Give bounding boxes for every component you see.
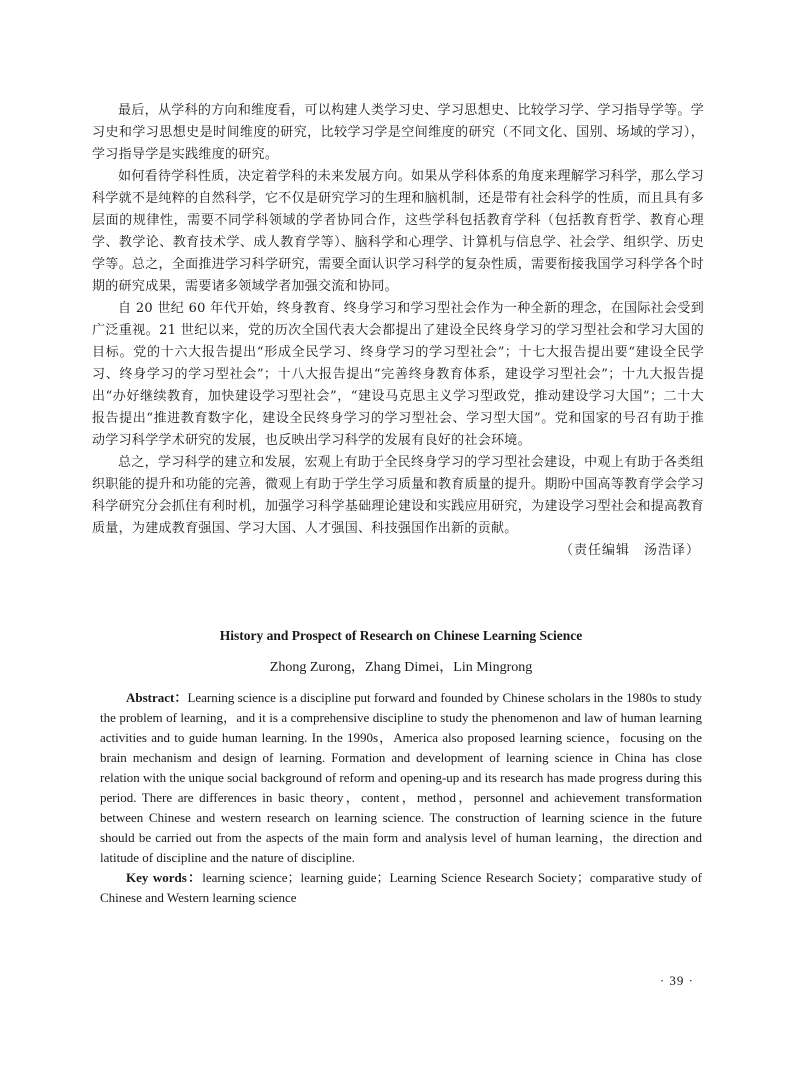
keywords-paragraph <box>100 868 702 908</box>
abstract-text: Learning science is a discipline put forward and founded by Chinese scholars in the 1980s to study the problem of learning，and it is a comprehensive discipline to study the phenomenon and law of human learning activities and to guide human learning. In the 1990s，America also proposed learning science，focusing on the brain mechanism and design of learning. Formation and development of learning science in China has close relation with the unique social background of reform and opening-up and its research has made progress during this period. There are differences in basic theory，content，method，personnel and achievement transformation between Chinese and western research on learning science. The construction of learning science in the future should be carried out from the aspects of the main form and analysis level of human learning，the direction and latitude of discipline and the nature of discipline. <box>100 690 702 865</box>
body-paragraph: 如何看待学科性质，决定着学科的未来发展方向。如果从学科体系的角度来理解学习科学，那么学习科学就不是纯粹的自然科学，它不仅是研究学习的生理和脑机制，还是带有社会科学的性质，而且具有多层面的规律性，需要不同学科领域的学者协同合作，这些学科包括教育学科（包括教育哲学、教育心理学、教学论、教育技术学、成人教育学等）、脑科学和心理学、计算机与信息学、社会学、组织学、历史学等。总之，全面推进学习科学研究，需要全面认识学习科学的复杂性质，需要衔接我国学习科学各个时期的研究成果，需要诸多领域学者加强交流和协同。 <box>92 169 704 294</box>
english-abstract-section <box>100 628 702 908</box>
english-authors: Zhong Zurong，Zhang Dimei，Lin Mingrong <box>269 660 533 675</box>
abstract-paragraph <box>100 688 702 868</box>
abstract-label: Abstract： <box>126 690 188 705</box>
keywords-text: learning science；learning guide；Learning Science Research Society；comparative study of Chinese and Western learning science <box>100 870 702 905</box>
page-number: · 39 · <box>659 973 694 988</box>
body-paragraph: 总之，学习科学的建立和发展，宏观上有助于全民终身学习的学习型社会建设，中观上有助于各类组织职能的提升和功能的完善，微观上有助于学生学习质量和教育质量的提升。期盼中国高等教育学会学习科学研究分会抓住有利时机，加强学习科学基础理论建设和实践应用研究，为建设学习型社会和提高教育质量，为建成教育强国、学习大国、人才强国、科技强国作出新的贡献。 <box>92 455 704 536</box>
body-paragraph: 最后，从学科的方向和维度看，可以构建人类学习史、学习思想史、比较学习学、学习指导学等。学习史和学习思想史是时间维度的研究，比较学习学是空间维度的研究（不同文化、国别、场域的学习），学习指导学是实践维度的研究。 <box>92 103 704 162</box>
chinese-body-text <box>92 100 704 562</box>
responsible-editor-note: （责任编辑 汤浩译） <box>559 543 700 558</box>
body-paragraph: 自 20 世纪 60 年代开始，终身教育、终身学习和学习型社会作为一种全新的理念，在国际社会受到广泛重视。21 世纪以来，党的历次全国代表大会都提出了建设全民终身学习的学习型社会和学习大国的目标。党的十六大报告提出“形成全民学习、终身学习的学习型社会”；十七大报告提出要“建设全民学习、终身学习的学习型社会”；十八大报告提出“完善终身教育体系，建设学习型社会”；十九大报告提出“办好继续教育，加快建设学习型社会”，“建设马克思主义学习型政党，推动建设学习大国”；二十大报告提出“推进教育数字化，建设全民终身学习的学习型社会、学习型大国”。党和国家的号召有助于推动学习科学学术研究的发展，也反映出学习科学的发展有良好的社会环境。 <box>92 301 704 448</box>
english-title: History and Prospect of Research on Chinese Learning Science <box>219 628 583 643</box>
keywords-label: Key words： <box>126 870 203 885</box>
